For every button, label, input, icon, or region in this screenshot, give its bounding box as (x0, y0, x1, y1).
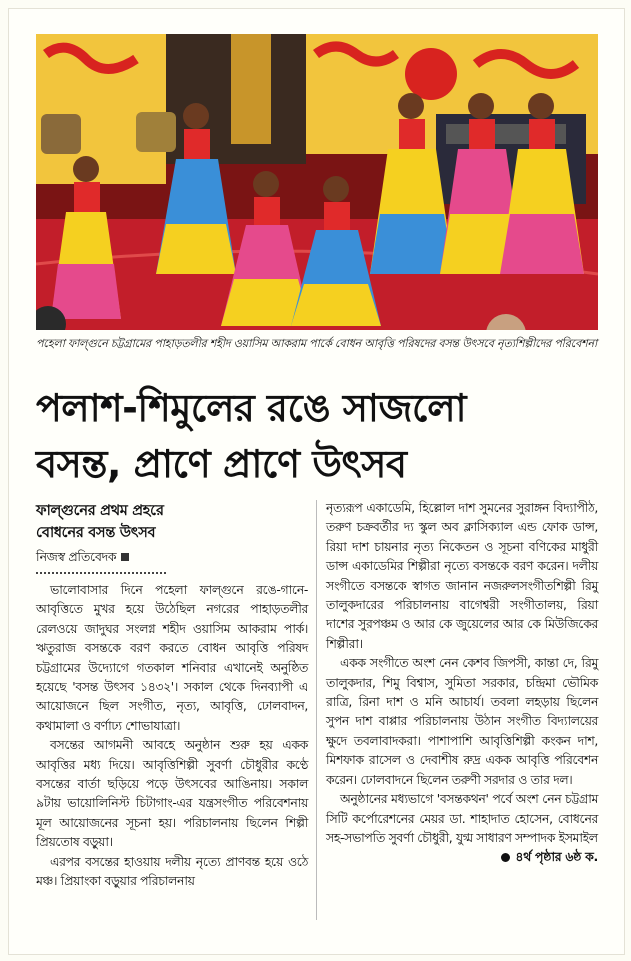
dotted-rule (36, 572, 166, 574)
subheadline (36, 500, 308, 544)
subheadline-line-1: ফাল্গুনের প্রথম প্রহরে (36, 503, 164, 519)
subheadline-line-2: বোধনের বসন্ত উৎসব (36, 525, 156, 541)
bullet-dot-icon (501, 853, 510, 862)
paragraph: নৃত্যরূপ একাডেমি, হিল্লোল দাশ সুমনের সুরাঙ্গন বিদ্যাপীঠ, তরুণ চক্রবর্তীর দ্য স্কুল অব ক্লাসিক্যাল এন্ড ফোক ডান্স, রিয়া দাশ চায়নার নৃত্য নিকেতন ও সূচনা বণিকের মাধুরী ডান্স একাডেমির শিল্পীরা নৃত্যে বসন্তকে বরণ করেন। দলীয় সংগীতে বসন্তকে স্বাগত জানান নজরুলসংগীতশিল্পী রিমু তালুকদারের পরিচালনায় বাগেশ্বরী সংগীতালয়, রিয়া দাশের সুরপঞ্চম ও আর কে জুয়েলের আর কে মিউজিকের শিল্পীরা। (326, 500, 598, 651)
byline (36, 548, 308, 566)
article-column-right (326, 498, 598, 867)
photo-caption: পহেলা ফাল্গুনে চট্টগ্রামের পাহাড়তলীর শহীদ ওয়াসিম আকরাম পার্কে বোধন আবৃত্তি পরিষদের বসন্ত উৎসবে নৃত্যশিল্পীদের পরিবেশনা (36, 337, 597, 350)
byline-text: নিজস্ব প্রতিবেদক (36, 549, 117, 564)
square-bullet-icon (121, 553, 129, 561)
continuation-note[interactable] (326, 847, 598, 866)
continuation-text[interactable]: ৪র্থ পৃষ্ঠার ৬ষ্ঠ ক. (515, 849, 598, 865)
paragraph: ভালোবাসার দিনে পহেলা ফাল্গুনে রঙে-গানে-আবৃত্তিতে মুখর হয়ে উঠেছিল নগরের পাহাড়তলীর রেলওয়ে জাদুঘর সংলগ্ন শহীদ ওয়াসিম আকরাম পার্ক। ঋতুরাজ বসন্তকে বরণ করতে বোধন আবৃত্তি পরিষদ চট্টগ্রামের উদ্যোগে গতকাল শনিবার এখানেই অনুষ্ঠিত হয়েছে 'বসন্ত উৎসব ১৪৩২'। সকাল থেকে দিনব্যাপী এ আয়োজনে ছিল সংগীত, নৃত্য, আবৃত্তি, ঢোলবাদন, কথামালা ও বর্ণাঢ্য শোভাযাত্রা। (36, 582, 308, 733)
paragraph: বসন্তের আগমনী আবহে অনুষ্ঠান শুরু হয় একক আবৃত্তির মধ্য দিয়ে। আবৃত্তিশিল্পী সুবর্ণা চৌধুরীর কণ্ঠে বসন্তের বার্তা ছড়িয়ে পড়ে উৎসবের আঙিনায়। সকাল ৯টায় ভায়োলিনিস্ট চিটাগাং-এর যন্ত্রসংগীত পরিবেশনায় মূল আয়োজনের সূচনা হয়। পরিচালনায় ছিলেন শিল্পী প্রিয়তোষ বড়ুয়া। (36, 737, 308, 850)
article-column-left (36, 500, 308, 891)
dance-performance-photo (36, 34, 598, 330)
paragraph: একক সংগীতে অংশ নেন কেশব জিপসী, কান্তা দে, রিমু তালুকদার, শিমু বিশ্বাস, সুমিতা সরকার, চন্দ্রিমা ভৌমিক রাত্রি, রিনা দাশ ও মনি আচার্য। তবলা লহড়ায় ছিলেন সুপন দাশ বাপ্পার পরিচালনায় উঠান সংগীত বিদ্যালয়ের ক্ষুদে তবলাবাদকরা। পাশাপাশি আবৃত্তিশিল্পী কংকন দাশ, মিশফাক রাসেল ও দেবাশীষ রুদ্র একক আবৃত্তি পরিবেশন করেন। ঢোলবাদনে ছিলেন তরুণী সরদার ও তার দল। (326, 655, 598, 787)
column-divider (316, 500, 317, 920)
headline (36, 380, 598, 492)
paragraph: এরপর বসন্তের হাওয়ায় দলীয় নৃত্যে প্রাণবন্ত হয়ে ওঠে মঞ্চ। প্রিয়াংকা বড়ুয়ার পরিচালনায় (36, 853, 308, 889)
paragraph: অনুষ্ঠানের মধ্যভাগে 'বসন্তকথন' পর্বে অংশ নেন চট্টগ্রাম সিটি কর্পোরেশনের মেয়র ডা. শাহাদাত হোসেন, বোধনের সহ-সভাপতি সুবর্ণা চৌধুরী, যুগ্ম সাধারণ সম্পাদক ইসমাইল (326, 791, 598, 845)
headline-line-1: পলাশ-শিমুলের রঙে সাজলো (36, 386, 467, 430)
headline-line-2: বসন্ত, প্রাণে প্রাণে উৎসব (36, 442, 407, 486)
